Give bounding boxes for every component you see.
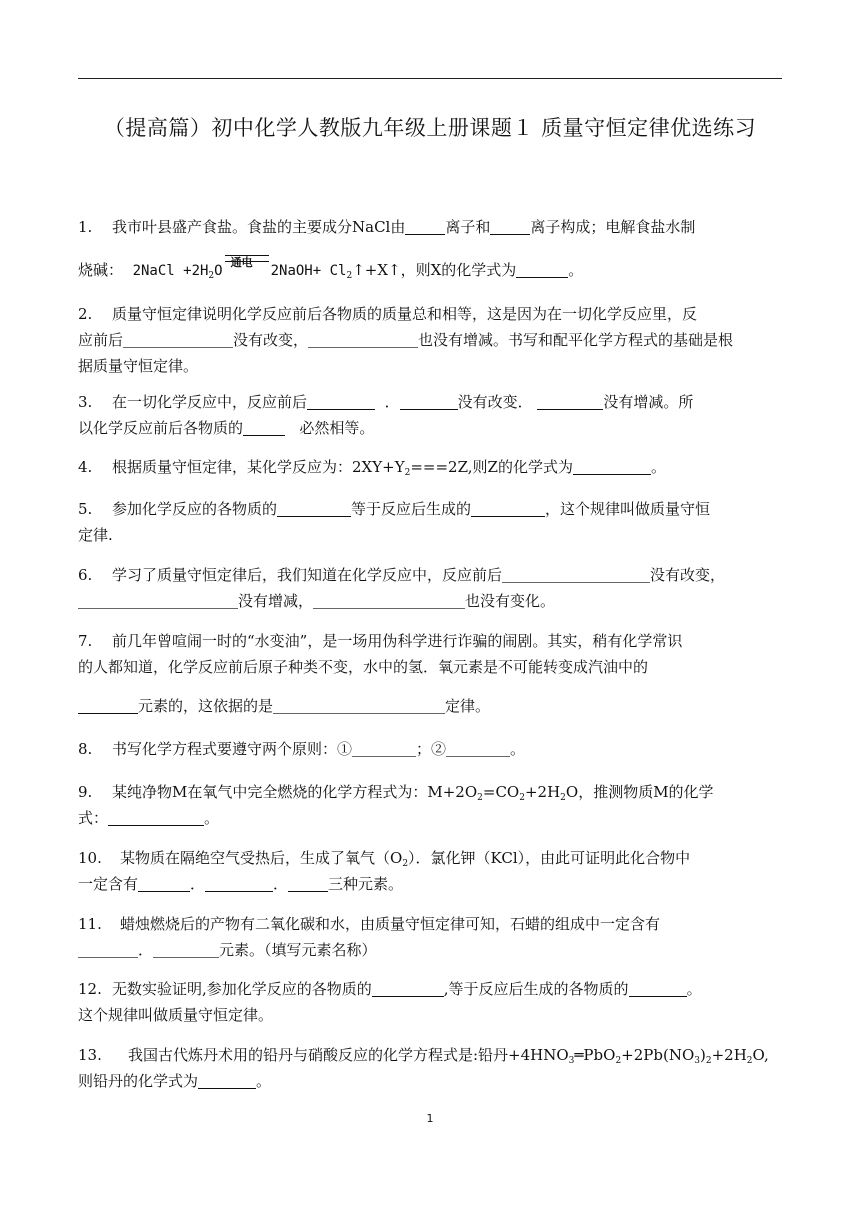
answer-blank[interactable] [372, 979, 444, 997]
answer-blank[interactable] [537, 392, 603, 410]
question-9: 9. 某纯净物M在氧气中完全燃烧的化学方程式为：$M+2O_2=CO_2+2H_2O$，推测物质M的化学 式： 。 [78, 779, 782, 831]
answer-blank[interactable] [108, 808, 204, 826]
question-1: 1. 我市叶县盛产食盐。食盐的主要成分NaCl由 离子和 离子构成；电解食盐水制 烧碱： 2NaCl $+2H_2O$ 通电 2NaOH+ $Cl_2↑+X↑$，则X的化学式为 。 [78, 214, 782, 283]
answer-blank[interactable] [78, 940, 138, 958]
question-number: 12. [78, 980, 102, 998]
page-number: 1 [426, 1112, 434, 1125]
answer-blank[interactable] [308, 330, 418, 348]
question-number: 5. [78, 500, 93, 518]
question-number: 3. [78, 393, 93, 411]
answer-blank[interactable] [243, 418, 285, 436]
reaction-arrow [225, 255, 269, 277]
answer-blank[interactable] [288, 874, 328, 892]
answer-blank[interactable] [352, 739, 416, 757]
answer-blank[interactable] [629, 979, 687, 997]
question-number: 7. [78, 632, 93, 650]
answer-blank[interactable] [78, 591, 238, 609]
answer-blank[interactable] [400, 392, 458, 410]
reaction-condition: 通电 [230, 256, 253, 269]
answer-blank[interactable] [138, 874, 190, 892]
answer-blank[interactable] [313, 591, 465, 609]
answer-blank[interactable] [405, 217, 445, 235]
question-2: 2. 质量守恒定律说明化学反应前后各物质的质量总和相等，这是因为在一切化学反应里，反 应前后 没有改变， 也没有增减。书写和配平化学方程式的基础是根 据质量守恒定律。 [78, 301, 782, 379]
question-13: 13. 我国古代炼丹术用的铅丹与硝酸反应的化学方程式是:铅丹$+4HNO_3═PbO_2+2Pb(NO_3)_2+2H_2O$, 则铅丹的化学式为 。 [78, 1042, 782, 1094]
answer-blank[interactable] [516, 260, 568, 278]
question-number: 2. [78, 305, 93, 323]
answer-blank[interactable] [277, 499, 351, 517]
question-number: 6. [78, 566, 93, 584]
answer-blank[interactable] [502, 565, 650, 583]
question-6: 6. 学习了质量守恒定律后，我们知道在化学反应中，反应前后 没有改变， 没有增减， 也没有变化。 [78, 562, 782, 614]
question-number: 8. [78, 740, 93, 758]
question-number: 13. [78, 1046, 102, 1064]
question-4: 4. 根据质量守恒定律，某化学反应为：$2XY+Y_2===2Z$,则Z的化学式为 。 [78, 454, 782, 480]
answer-blank[interactable] [123, 330, 233, 348]
question-number: 4. [78, 458, 93, 476]
document-title: （提高篇）初中化学人教版九年级上册课题１ 质量守恒定律优选练习 [103, 116, 757, 140]
question-number: 11. [78, 915, 102, 933]
answer-blank[interactable] [78, 696, 138, 714]
answer-blank[interactable] [573, 457, 651, 475]
question-12: 12. 无数实验证明,参加化学反应的各物质的 ,等于反应后生成的各物质的 。 这个规律叫做质量守恒定律。 [78, 976, 782, 1028]
answer-blank[interactable] [198, 1071, 256, 1089]
question-7: 7. 前几年曾喧闹一时的“水变油”，是一场用伪科学进行诈骗的闹剧。其实，稍有化学常识 的人都知道，化学反应前后原子种类不变，水中的氢．氧元素是不可能转变成汽油中的 [78, 628, 782, 680]
question-3: 3. 在一切化学反应中，反应前后 ． 没有改变． 没有增减。所 以化学反应前后各物质的 必然相等。 [78, 389, 782, 441]
question-8: 8. 书写化学方程式要遵守两个原则：① ；② 。 [78, 736, 782, 762]
answer-blank[interactable] [446, 739, 510, 757]
question-number: 10. [78, 849, 102, 867]
question-11: 11. 蜡烛燃烧后的产物有二氧化碳和水，由质量守恒定律可知，石蜡的组成中一定含有 ． 元素。（填写元素名称） [78, 911, 782, 963]
answer-blank[interactable] [490, 217, 530, 235]
answer-blank[interactable] [153, 940, 219, 958]
answer-blank[interactable] [307, 392, 375, 410]
question-7-continued: 元素的，这依据的是 定律。 [78, 693, 782, 719]
answer-blank[interactable] [205, 874, 273, 892]
question-5: 5. 参加化学反应的各物质的 等于反应后生成的 ，这个规律叫做质量守恒 定律. [78, 496, 782, 548]
question-number: 9. [78, 783, 93, 801]
header-rule [78, 78, 782, 79]
answer-blank[interactable] [273, 696, 445, 714]
question-10: 10. 某物质在隔绝空气受热后，生成了氧气$(O_2)$．氯化钾（KCl），由此可证明此化合物中 一定含有 ． ． 三种元素。 [78, 845, 782, 897]
question-number: 1. [78, 218, 93, 236]
answer-blank[interactable] [471, 499, 545, 517]
